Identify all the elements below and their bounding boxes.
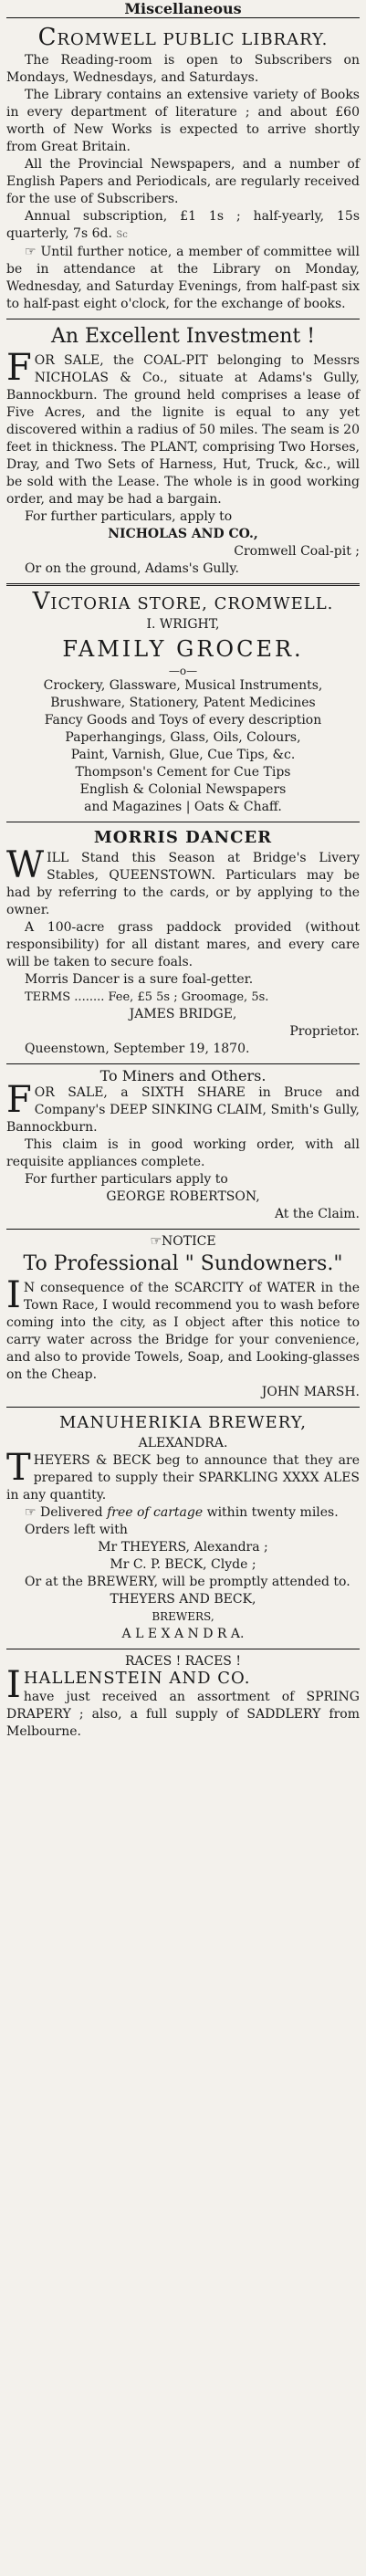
library-p2: The Library contains an extensive variety of Books in every department of literature ; and about £60 worth of New Works is expected to arrive shortly from Great Britain. xyxy=(6,88,360,154)
miners-drop-cap: F xyxy=(6,1079,32,1121)
brewery-p3: Orders left with xyxy=(25,1523,128,1537)
sundowners-notice xyxy=(6,1233,360,1251)
morris-date: Queenstown, September 19, 1870. xyxy=(25,1042,250,1056)
brewery-drop-cap: T xyxy=(6,1447,31,1489)
investment-p1-text: OR SALE, the COAL-PIT belonging to Messrs NICHOLAS & Co., situate at Adams's Gully, Bannockburn. The ground held comprises a lease of Five Acres, and the lignite is equal to any yet discovered within a radius of 50 miles. The seam is 20 feet in thickness. The PLANT, comprising Two Horses, Dray, and Two Sets of Harness, Hut, Truck, &c., will be sold with the Lease. The whole is in good working order, and may be had a bargain. xyxy=(6,353,360,507)
brewery-p4: Or at the BREWERY, will be promptly attended to. xyxy=(25,1575,350,1589)
brewery-order-2: Mr C. P. BECK, Clyde ; xyxy=(110,1557,256,1572)
section-header: Miscellaneous xyxy=(6,0,360,18)
brewery-town: A L E X A N D R A. xyxy=(121,1627,245,1641)
morris-p2: A 100-acre grass paddock provided (without responsibility) for all distant mares, and every care will be taken to secure foals. xyxy=(6,920,360,969)
races-ad xyxy=(6,1649,360,1746)
victoria-line: Thompson's Cement for Cue Tips xyxy=(75,765,291,780)
investment-p2: For further particulars, apply to xyxy=(25,509,233,524)
pointing-hand-icon: ☞ xyxy=(25,1505,37,1520)
sundowners-p1-text: N consequence of the SCARCITY of WATER in the Town Race, I would recommend you to wash before coming into the city, as I object after this notice to carry water across the Bridge for your convenience, and also to provide Towels, Soap, and Looking-glasses on the Cheap. xyxy=(6,1281,360,1382)
miners-p1-text: OR SALE, a SIXTH SHARE in Bruce and Company's DEEP SINKING CLAIM, Smith's Gully, Bannockburn. xyxy=(6,1085,360,1135)
victoria-ornament: —o— xyxy=(168,665,198,677)
investment-place: Cromwell Coal-pit ; xyxy=(234,544,360,559)
victoria-owner: I. WRIGHT, xyxy=(146,617,220,632)
sundowners-ad xyxy=(6,1230,360,1408)
investment-name: NICHOLAS AND CO., xyxy=(108,527,258,541)
miners-p2: This claim is in good working order, with all requisite appliances complete. xyxy=(6,1137,360,1169)
races-title: RACES ! RACES ! xyxy=(125,1654,241,1669)
victoria-line: Brushware, Stationery, Patent Medicines xyxy=(50,696,316,710)
library-p5 xyxy=(6,244,360,313)
miners-p1 xyxy=(6,1079,360,1136)
victoria-title-initial: V xyxy=(32,588,51,615)
investment-drop-cap: F xyxy=(6,347,32,389)
races-firm: HALLENSTEIN AND CO. xyxy=(23,1669,251,1688)
sundowners-p1 xyxy=(6,1274,360,1384)
brewery-role: BREWERS, xyxy=(152,1610,214,1623)
library-p1: The Reading-room is open to Subscribers on Mondays, Wednesdays, and Saturdays. xyxy=(6,53,360,85)
morris-ad xyxy=(6,822,360,1064)
library-title-initial: C xyxy=(37,24,58,51)
miners-name: GEORGE ROBERTSON, xyxy=(106,1189,260,1204)
victoria-trade: FAMILY GROCER. xyxy=(62,636,304,662)
morris-drop-cap: W xyxy=(6,844,45,886)
pointing-hand-icon: ☞ xyxy=(150,1234,162,1249)
morris-p1-text: ILL Stand this Season at Bridge's Livery Stables, QUEENSTOWN. Particulars may be had by referring to the cards, or by applying to the owner. xyxy=(6,851,360,917)
victoria-title xyxy=(6,588,360,615)
morris-title: MORRIS DANCER xyxy=(93,828,273,847)
morris-role: Proprietor. xyxy=(289,1024,360,1039)
library-p4-mark: Sc xyxy=(116,230,128,240)
brewery-p2 xyxy=(6,1504,360,1522)
brewery-place: ALEXANDRA. xyxy=(138,1436,228,1450)
sundowners-notice-text: NOTICE xyxy=(162,1234,216,1249)
victoria-line: Paint, Varnish, Glue, Cue Tips, &c. xyxy=(70,748,296,762)
brewery-p2-b: within twenty miles. xyxy=(206,1505,339,1520)
victoria-line: Paperhangings, Glass, Oils, Colours, xyxy=(65,730,301,745)
brewery-p2-a: Delivered xyxy=(40,1505,103,1520)
sundowners-drop-cap: I xyxy=(6,1274,21,1316)
victoria-ad xyxy=(6,586,360,822)
victoria-line: English & Colonial Newspapers xyxy=(79,782,287,797)
library-p5-text: Until further notice, a member of committee will be in attendance at the Library on Monday, Wednesday, and Saturday Evenings, from half-past six to half-past eight o'clock, for the exchange of books. xyxy=(6,245,361,311)
victoria-title-rest: ICTORIA STORE, CROMWELL. xyxy=(50,594,334,613)
brewery-ad xyxy=(6,1408,360,1649)
brewery-title: MANUHERIKIA BREWERY, xyxy=(59,1413,307,1432)
sundowners-title: To Professional " Sundowners." xyxy=(23,1252,343,1275)
morris-p3: Morris Dancer is a sure foal-getter. xyxy=(25,972,254,987)
investment-p1 xyxy=(6,347,360,508)
miners-ad xyxy=(6,1064,360,1230)
miners-title: To Miners and Others. xyxy=(99,1067,267,1084)
brewery-order-1: Mr THEYERS, Alexandra ; xyxy=(98,1540,268,1555)
investment-title: An Excellent Investment ! xyxy=(50,325,316,348)
brewery-p1 xyxy=(6,1447,360,1504)
morris-name: JAMES BRIDGE, xyxy=(129,1007,237,1021)
library-title xyxy=(6,24,360,51)
races-p1-text: have just received an assortment of SPRING DRAPERY ; also, a full supply of SADDLERY from Melbourne. xyxy=(6,1690,360,1739)
investment-ad xyxy=(6,319,360,586)
races-drop-cap: I xyxy=(6,1664,21,1706)
library-p3: All the Provincial Newspapers, and a number of English Papers and Periodicals, are regularly received for the use of Subscribers. xyxy=(6,157,360,206)
miners-place: At the Claim. xyxy=(274,1207,360,1221)
races-p1 xyxy=(6,1664,360,1741)
brewery-p2-free: free of cartage xyxy=(107,1505,204,1520)
miners-p3: For further particulars apply to xyxy=(25,1172,228,1187)
sundowners-name: JOHN MARSH. xyxy=(261,1385,360,1399)
morris-terms: TERMS ........ Fee, £5 5s ; Groomage, 5s. xyxy=(25,990,269,1004)
morris-p1 xyxy=(6,844,360,919)
brewery-p1-text: HEYERS & BECK beg to announce that they are prepared to supply their SPARKLING XXXX ALES in any quantity. xyxy=(6,1453,360,1503)
pointing-hand-icon: ☞ xyxy=(25,245,37,259)
victoria-line: Fancy Goods and Toys of every description xyxy=(44,713,322,728)
brewery-firm: THEYERS AND BECK, xyxy=(110,1592,256,1607)
library-p4-text: Annual subscription, £1 1s ; half-yearly, 15s quarterly, 7s 6d. xyxy=(6,209,360,241)
library-ad xyxy=(6,22,360,319)
library-p4 xyxy=(6,208,360,244)
victoria-line: Crockery, Glassware, Musical Instruments, xyxy=(43,678,323,693)
investment-p3: Or on the ground, Adams's Gully. xyxy=(25,561,239,576)
victoria-line: and Magazines | Oats & Chaff. xyxy=(84,800,282,814)
library-title-rest: ROMWELL PUBLIC LIBRARY. xyxy=(57,30,329,49)
